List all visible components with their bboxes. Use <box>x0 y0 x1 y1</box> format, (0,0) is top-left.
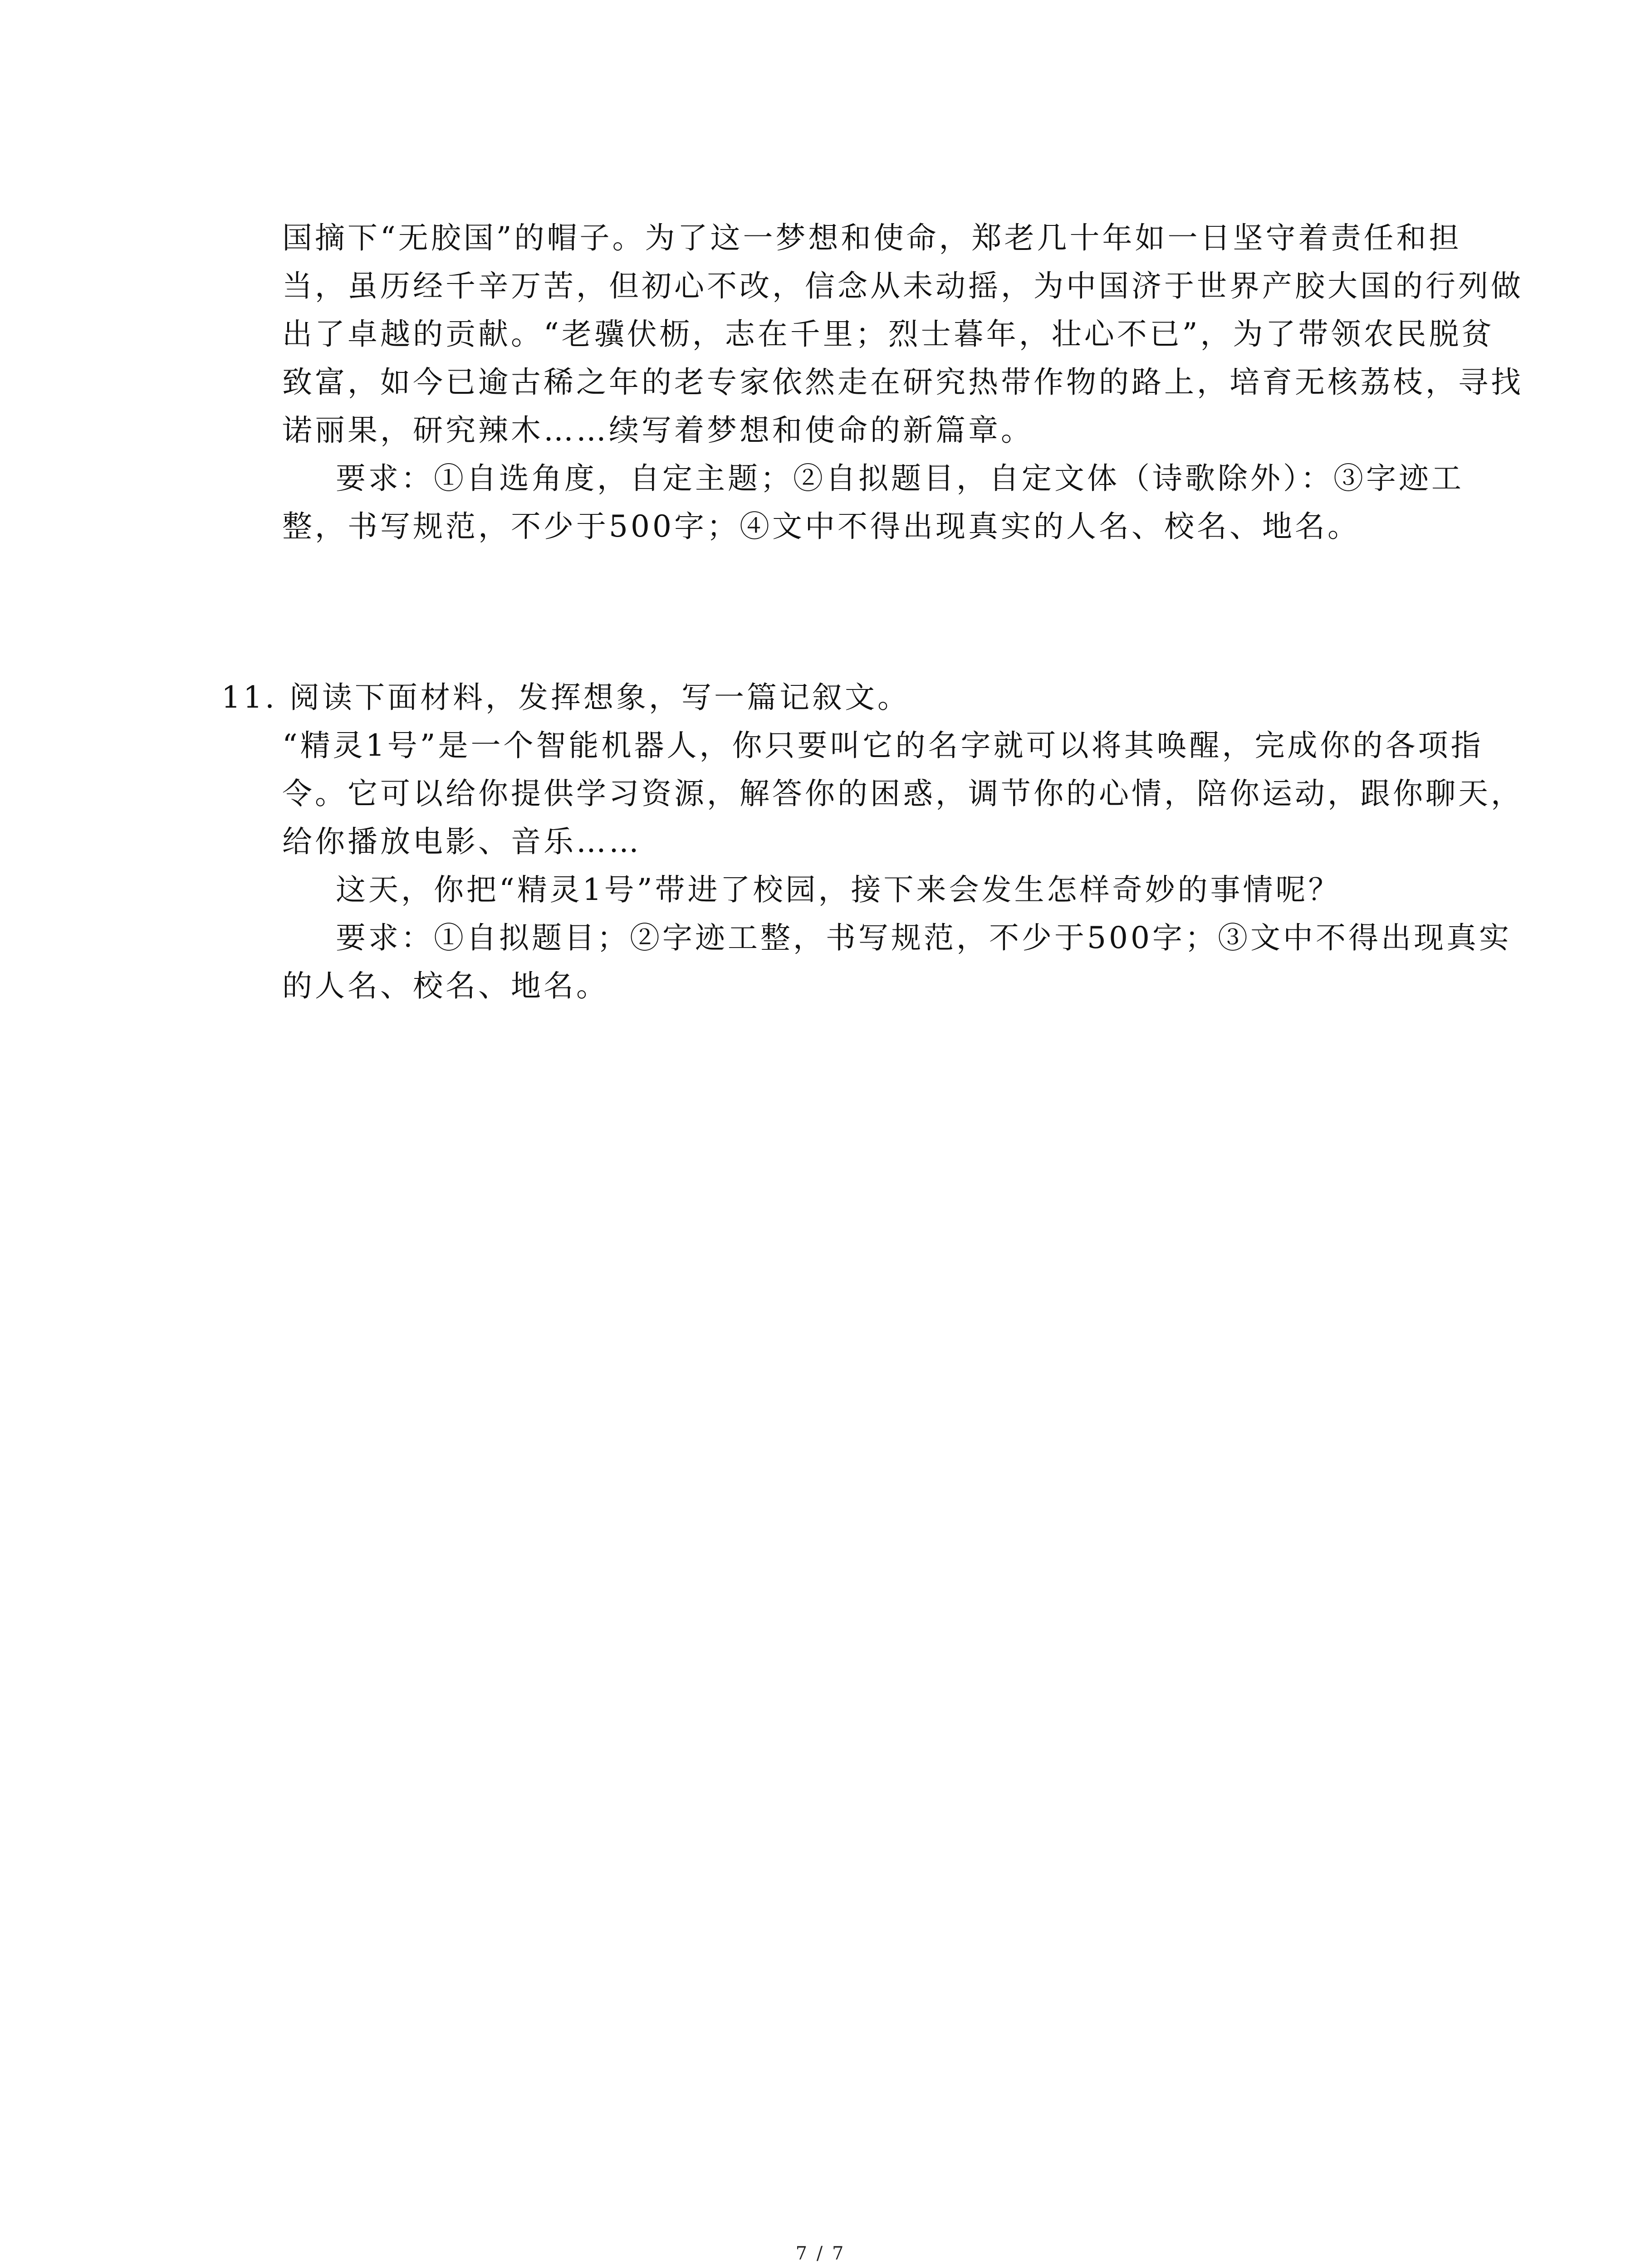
requirement-text: 的人名、校名、地名。 <box>282 968 609 1003</box>
requirement-text: 整，书写规范，不少于500字；④文中不得出现真实的人名、校名、地名。 <box>282 509 1360 544</box>
page-number: 7 / 7 <box>795 2243 846 2264</box>
requirement-text: 要求：①自拟题目；②字迹工整，书写规范，不少于500字；③文中不得出现真实 <box>336 920 1512 955</box>
material-line: “精灵1号”是一个智能机器人，你只要叫它的名字就可以将其唤醒，完成你的各项指 <box>282 728 1484 763</box>
requirement-text: 要求：①自选角度，自定主题；②自拟题目，自定文体（诗歌除外）：③字迹工 <box>336 461 1464 496</box>
passage-line: 致富，如今已逾古稀之年的老专家依然走在研究热带作物的路上，培育无核荔枝，寻找 <box>282 365 1523 400</box>
question-heading: 11. 阅读下面材料，发挥想象，写一篇记叙文。 <box>221 680 910 715</box>
material-line: 令。它可以给你提供学习资源，解答你的困惑，调节你的心情，陪你运动，跟你聊天， <box>282 776 1523 811</box>
passage-line: 国摘下“无胶国”的帽子。为了这一梦想和使命，郑老几十年如一日坚守着责任和担 <box>282 220 1462 255</box>
passage-line: 当，虽历经千辛万苦，但初心不改，信念从未动摇，为中国济于世界产胶大国的行列做 <box>282 269 1523 303</box>
passage-line: 出了卓越的贡献。“老骥伏枥，志在千里；烈士暮年，壮心不已”，为了带领农民脱贫 <box>282 317 1494 352</box>
scenario-text: 这天，你把“精灵1号”带进了校园，接下来会发生怎样奇妙的事情呢？ <box>336 872 1341 907</box>
passage-line: 诺丽果，研究辣木……续写着梦想和使命的新篇章。 <box>282 413 1034 448</box>
material-line: 给你播放电影、音乐…… <box>282 824 642 859</box>
